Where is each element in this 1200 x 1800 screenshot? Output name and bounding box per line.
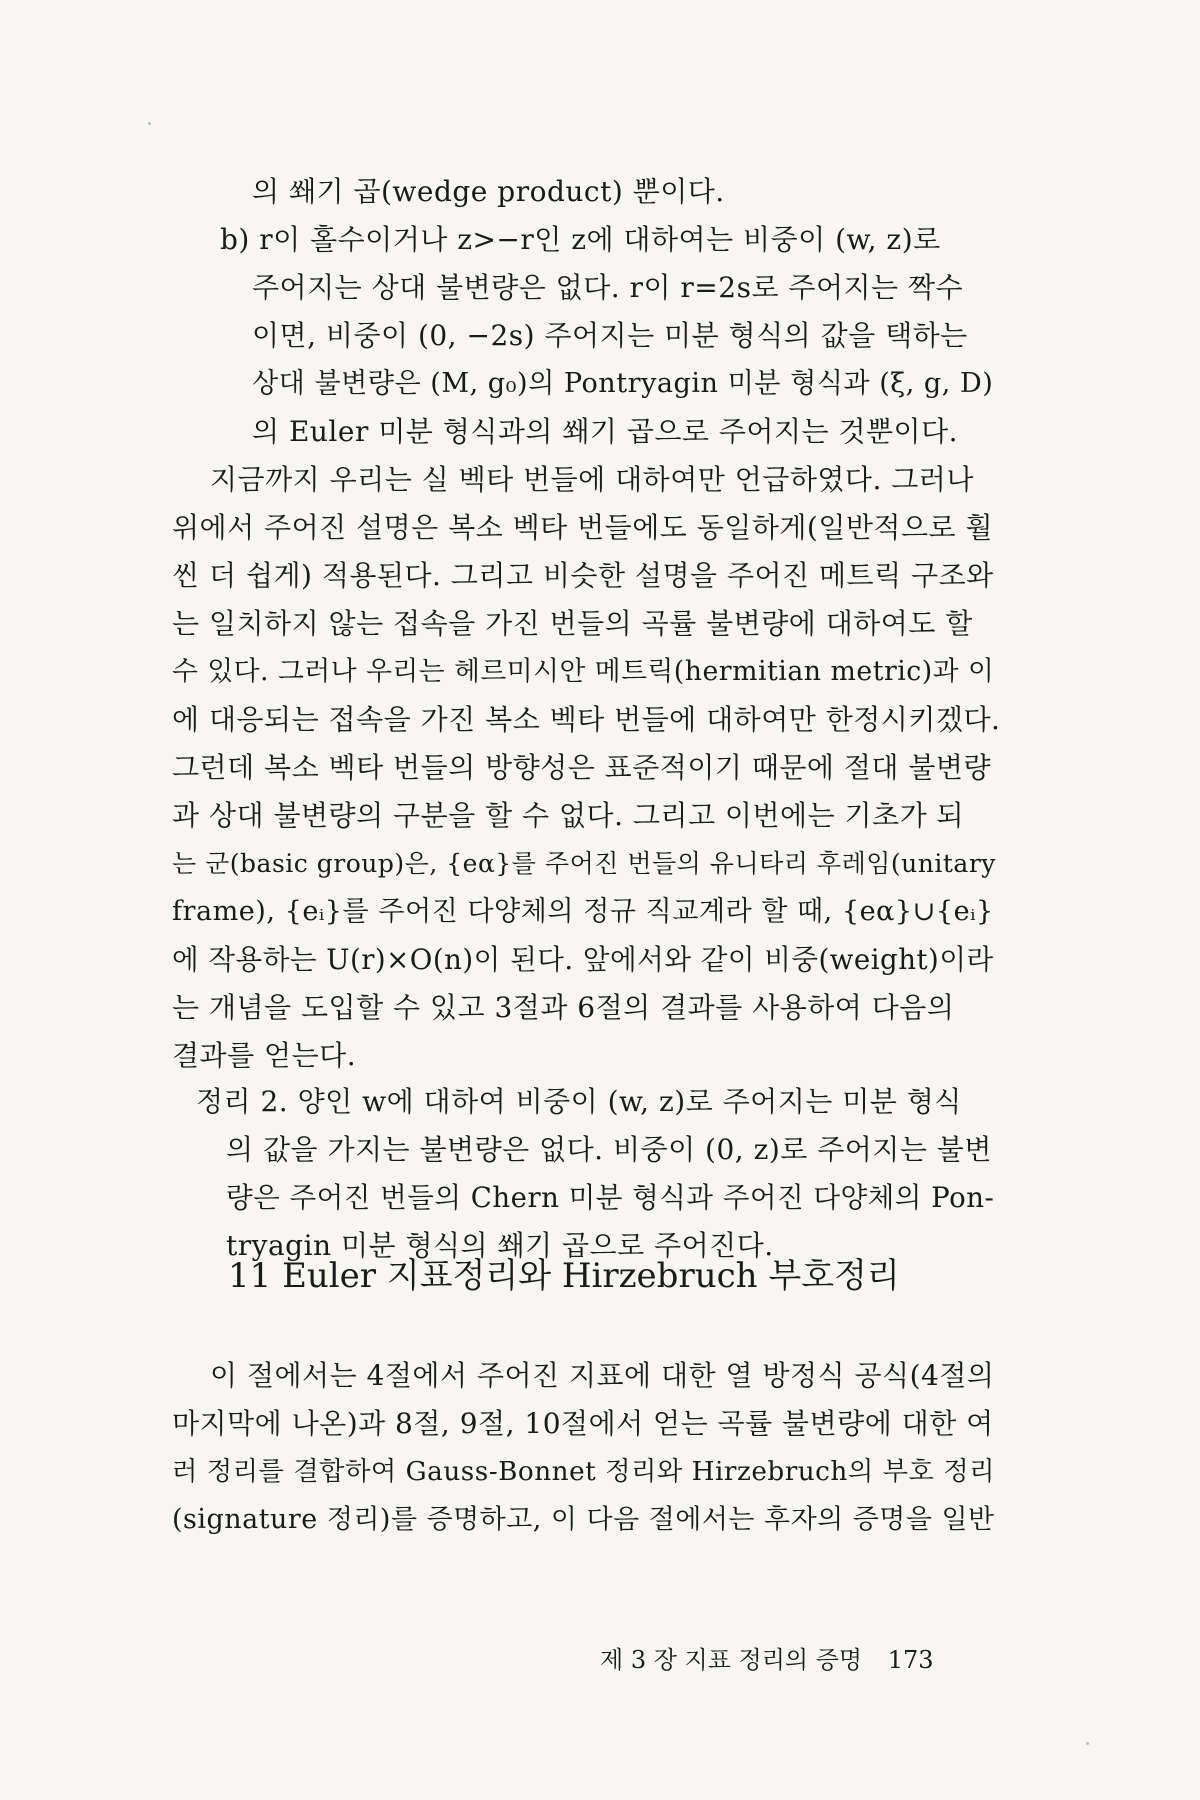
paragraph-2 bbox=[172, 1352, 1002, 1544]
paragraph-line: 는 군(basic group)은, {eα}를 주어진 번들의 유니타리 후레임(unitary bbox=[172, 849, 996, 878]
item-b-block bbox=[200, 168, 1000, 456]
paragraph-line: 결과를 얻는다. bbox=[172, 1039, 357, 1072]
item-b-line: 주어지는 상대 불변량은 없다. r이 r=2s로 주어지는 짝수 bbox=[252, 271, 964, 304]
paragraph-line: 위에서 주어진 설명은 복소 벡타 번들에도 동일하게(일반적으로 훨 bbox=[172, 511, 994, 544]
paragraph-1 bbox=[172, 456, 1002, 1080]
page-number: 173 bbox=[887, 1646, 934, 1674]
theorem-line: 의 값을 가지는 불변량은 없다. 비중이 (0, z)로 주어지는 불변 bbox=[226, 1133, 992, 1166]
chapter-title: 제 3 장 지표 정리의 증명 bbox=[600, 1646, 863, 1674]
theorem-line: 량은 주어진 번들의 Chern 미분 형식과 주어진 다양체의 Pon- bbox=[226, 1181, 995, 1214]
scan-speck bbox=[148, 122, 151, 125]
section-heading: 11 Euler 지표정리와 Hirzebruch 부호정리 bbox=[228, 1256, 900, 1296]
paragraph-line: 수 있다. 그러나 우리는 헤르미시안 메트릭(hermitian metric)과 이 bbox=[172, 656, 995, 687]
paragraph-line: frame), {eᵢ}를 주어진 다양체의 정규 직교계라 할 때, {eα}∪{eᵢ} bbox=[172, 896, 994, 927]
item-b-line: 상대 불변량은 (M, g₀)의 Pontryagin 미분 형식과 (ξ, g, D) bbox=[252, 368, 994, 399]
paragraph-line: 는 개념을 도입할 수 있고 3절과 6절의 결과를 사용하여 다음의 bbox=[172, 991, 955, 1024]
item-b-line: b) r이 홀수이거나 z>−r인 z에 대하여는 비중이 (w, z)로 bbox=[220, 223, 941, 256]
paragraph-line: (signature 정리)를 증명하고, 이 다음 절에서는 후자의 증명을 일반 bbox=[172, 1504, 995, 1535]
theorem-line: tryagin 미분 형식의 쐐기 곱으로 주어진다. bbox=[226, 1229, 774, 1262]
item-b-line: 이면, 비중이 (0, −2s) 주어지는 미분 형식의 값을 택하는 bbox=[252, 319, 968, 352]
paragraph-line: 에 대응되는 접속을 가진 복소 벡타 번들에 대하여만 한정시키겠다. bbox=[172, 703, 1001, 736]
page-footer bbox=[600, 1640, 934, 1675]
paragraph-line: 씬 더 쉽게) 적용된다. 그리고 비슷한 설명을 주어진 메트릭 구조와 bbox=[172, 559, 994, 592]
paragraph-line: 러 정리를 결합하여 Gauss-Bonnet 정리와 Hirzebruch의 부호 정리 bbox=[172, 1457, 995, 1487]
paragraph-line: 그런데 복소 벡타 번들의 방향성은 표준적이기 때문에 절대 불변량 bbox=[172, 751, 992, 784]
item-b-line: 의 Euler 미분 형식과의 쐐기 곱으로 주어지는 것뿐이다. bbox=[252, 415, 959, 448]
paragraph-line: 지금까지 우리는 실 벡타 번들에 대하여만 언급하였다. 그러나 bbox=[210, 463, 974, 496]
paragraph-line: 마지막에 나온)과 8절, 9절, 10절에서 얻는 곡률 불변량에 대한 여 bbox=[172, 1407, 994, 1440]
scan-speck bbox=[1086, 1742, 1089, 1745]
paragraph-line: 에 작용하는 U(r)×O(n)이 된다. 앞에서와 같이 비중(weight)이라 bbox=[172, 943, 994, 976]
theorem-line: 정리 2. 양인 w에 대하여 비중이 (w, z)로 주어지는 미분 형식 bbox=[196, 1085, 962, 1118]
theorem-2 bbox=[196, 1078, 1002, 1270]
paragraph-line: 는 일치하지 않는 접속을 가진 번들의 곡률 불변량에 대하여도 할 bbox=[172, 607, 973, 640]
item-a-end-line: 의 쐐기 곱(wedge product) 뿐이다. bbox=[252, 175, 725, 208]
paragraph-line: 과 상대 불변량의 구분을 할 수 없다. 그리고 이번에는 기초가 되 bbox=[172, 799, 965, 832]
paragraph-line: 이 절에서는 4절에서 주어진 지표에 대한 열 방정식 공식(4절의 bbox=[210, 1359, 995, 1392]
